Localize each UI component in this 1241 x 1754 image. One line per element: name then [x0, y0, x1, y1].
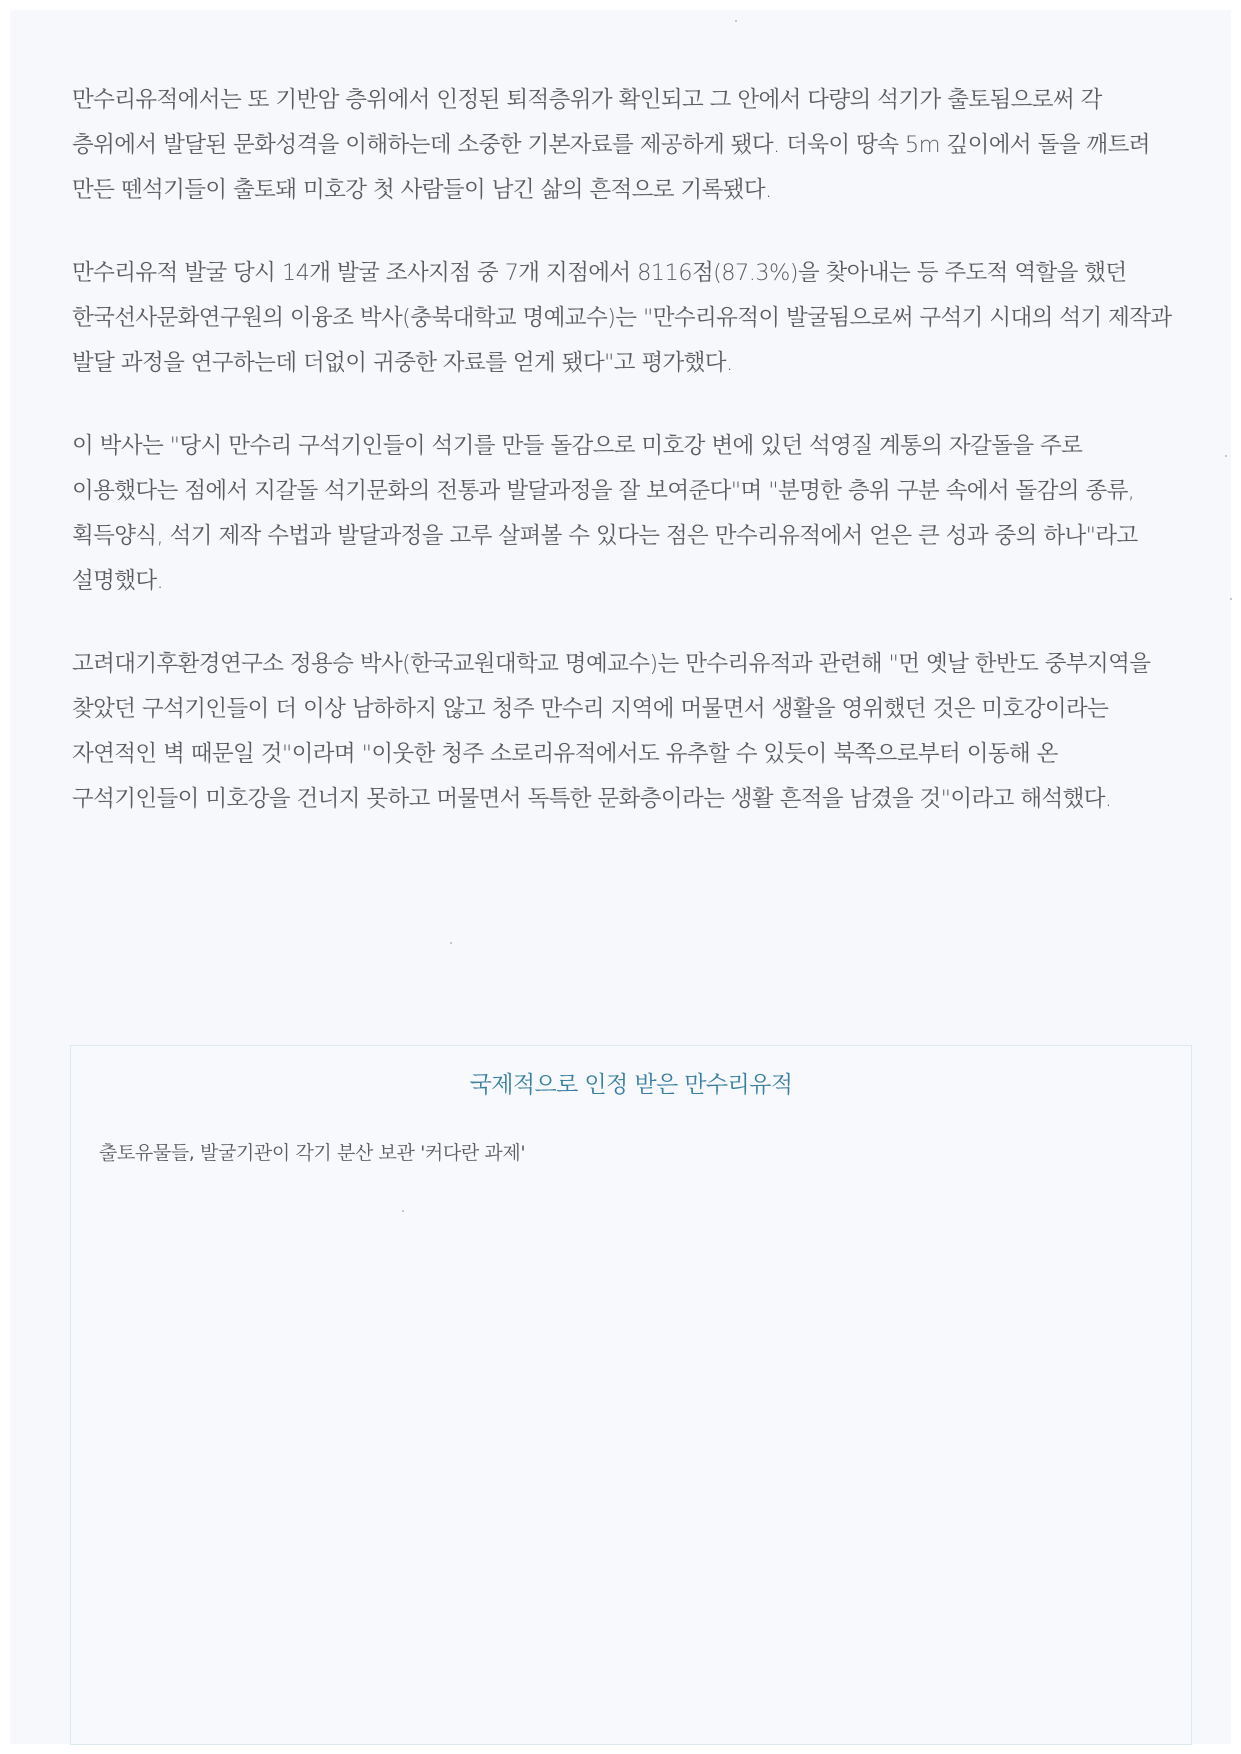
article-paragraph-2: 만수리유적 발굴 당시 14개 발굴 조사지점 중 7개 지점에서 8116점(87.3%)을 찾아내는 등 주도적 역할을 했던 한국선사문화연구원의 이융조 박사(충북대학교 명예교수)는 "만수리유적이 발굴됨으로써 구석기 시대의 석기 제작과 발달 과정을 연구하는데 더없이 귀중한 자료를 얻게 됐다"고 평가했다. — [72, 260, 1172, 376]
sidebar-title: 국제적으로 인정 받은 만수리유적 — [469, 1072, 793, 1098]
sidebar-box — [70, 1045, 1192, 1745]
scan-speck — [402, 1210, 404, 1212]
article-body — [72, 78, 1182, 860]
scan-speck — [450, 942, 452, 944]
sidebar-subtitle: 출토유물들, 발굴기관이 각기 분산 보관 '커다란 과제' — [99, 1142, 526, 1164]
scan-speck — [1225, 455, 1227, 457]
scan-speck — [735, 20, 737, 22]
scan-speck — [1230, 598, 1232, 600]
article-paragraph-1: 만수리유적에서는 또 기반암 층위에서 인정된 퇴적층위가 확인되고 그 안에서 다량의 석기가 출토됨으로써 각 층위에서 발달된 문화성격을 이해하는데 소중한 기본자료를 제공하게 됐다. 더욱이 땅속 5m 깊이에서 돌을 깨트려 만든 뗀석기들이 출토돼 미호강 첫 사람들이 남긴 삶의 흔적으로 기록됐다. — [72, 87, 1150, 203]
article-paragraph-3: 이 박사는 "당시 만수리 구석기인들이 석기를 만들 돌감으로 미호강 변에 있던 석영질 계통의 자갈돌을 주로 이용했다는 점에서 지갈돌 석기문화의 전통과 발달과정을 잘 보여준다"며 "분명한 층위 구분 속에서 돌감의 종류, 획득양식, 석기 제작 수법과 발달과정을 고루 살펴볼 수 있다는 점은 만수리유적에서 얻은 큰 성과 중의 하나"라고 설명했다. — [72, 433, 1138, 594]
article-paragraph-4: 고려대기후환경연구소 정용승 박사(한국교원대학교 명예교수)는 만수리유적과 관련해 "먼 옛날 한반도 중부지역을 찾았던 구석기인들이 더 이상 남하하지 않고 청주 만수리 지역에 머물면서 생활을 영위했던 것은 미호강이라는 자연적인 벽 때문일 것"이라며 "이웃한 청주 소로리유적에서도 유추할 수 있듯이 북쪽으로부터 이동해 온 구석기인들이 미호강을 건너지 못하고 머물면서 독특한 문화층이라는 생활 흔적을 남겼을 것"이라고 해석했다. — [72, 651, 1151, 812]
